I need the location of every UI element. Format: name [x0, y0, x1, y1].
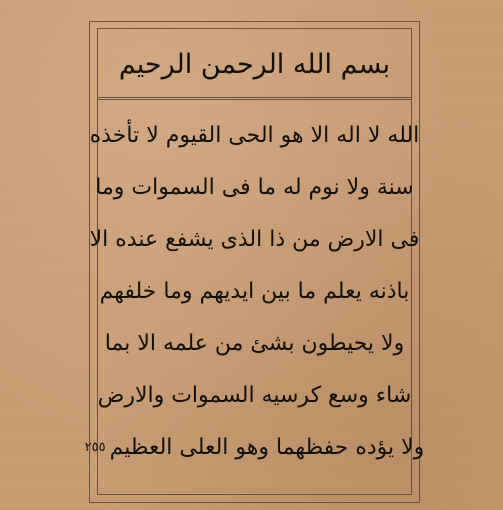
text-line-5: ولا يحيطون بشئ من علمه الا بما — [104, 330, 405, 356]
text-line-7-text: ولا يؤده حفظهما وهو العلى العظيم — [109, 434, 425, 460]
text-line-2: سنة ولا نوم له ما فى السموات وما — [95, 174, 414, 200]
text-line-1: الله لا اله الا هو الحى القيوم لا تأخذه — [89, 122, 420, 148]
text-line-6: شاء وسع كرسيه السموات والارض — [97, 382, 412, 408]
text-line-3: فى الارض من ذا الذى يشفع عنده الا — [89, 226, 420, 252]
text-line-7 — [84, 422, 425, 472]
basmala-heading: بسم الله الرحمن الرحيم — [118, 48, 391, 80]
ayah-number-marker: ٢٥٥ — [84, 439, 106, 455]
text-line-4: باذنه يعلم ما بين ايديهم وما خلفهم — [99, 278, 410, 304]
calligraphy-text-block — [84, 104, 425, 490]
